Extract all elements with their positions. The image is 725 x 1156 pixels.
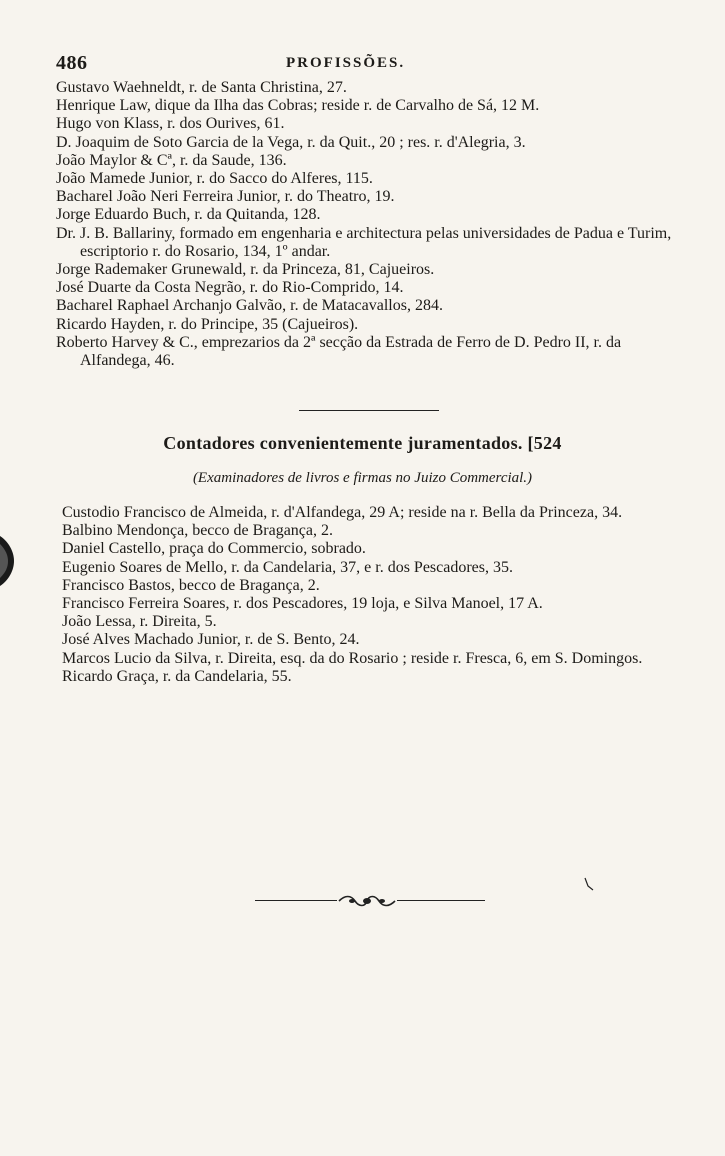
directory-entry: Hugo von Klass, r. dos Ourives, 61. [56, 115, 285, 133]
directory-entry: Ricardo Hayden, r. do Principe, 35 (Cajueiros). [56, 315, 359, 333]
stray-pen-mark [583, 876, 595, 892]
directory-entry: Bacharel Raphael Archanjo Galvão, r. de Matacavallos, 284. [56, 297, 443, 315]
ornament-line-left [255, 900, 337, 901]
page-number: 486 [56, 52, 88, 74]
directory-entry: Bacharel João Neri Ferreira Junior, r. do Theatro, 19. [56, 188, 395, 206]
directory-entry: Francisco Ferreira Soares, r. dos Pescadores, 19 loja, e Silva Manoel, 17 A. [62, 595, 543, 613]
directory-entry: João Maylor & Cª, r. da Saude, 136. [56, 151, 287, 169]
directory-entry: Jorge Rademaker Grunewald, r. da Princeza, 81, Cajueiros. [56, 261, 435, 279]
directory-entry: D. Joaquim de Soto Garcia de la Vega, r. da Quit., 20 ; res. r. d'Alegria, 3. [56, 133, 526, 151]
directory-entry: Ricardo Graça, r. da Candelaria, 55. [62, 667, 292, 685]
ornamental-divider [255, 894, 485, 908]
directory-entry: José Duarte da Costa Negrão, r. do Rio-Comprido, 14. [56, 279, 404, 297]
directory-list-b [62, 504, 684, 686]
directory-entry: João Mamede Junior, r. do Sacco do Alferes, 115. [56, 170, 373, 188]
directory-entry: Marcos Lucio da Silva, r. Direita, esq. da do Rosario ; reside r. Fresca, 6, em S. Domingos. [62, 649, 643, 667]
ornament-line-right [397, 900, 485, 901]
directory-entry: Roberto Harvey & C., emprezarios da 2ª secção da Estrada de Ferro de D. Pedro II, r. da Alfandega, 46. [56, 333, 622, 370]
directory-entry: João Lessa, r. Direita, 5. [62, 613, 217, 631]
directory-entry: Eugenio Soares de Mello, r. da Candelaria, 37, e r. dos Pescadores, 35. [62, 558, 513, 576]
directory-entry: Daniel Castello, praça do Commercio, sobrado. [62, 540, 366, 558]
directory-entry: Dr. J. B. Ballariny, formado em engenharia e architectura pelas universidades de Padua e Turim, escriptorio r. do Rosario, 134, 1º andar. [56, 224, 672, 260]
directory-list-a [56, 79, 681, 370]
ornament-flourish [337, 894, 397, 908]
section-subtitle: (Examinadores de livros e firmas no Juizo Commercial.) [192, 470, 533, 486]
directory-entry: Gustavo Waehneldt, r. de Santa Christina, 27. [56, 79, 347, 96]
directory-entry: Francisco Bastos, becco de Bragança, 2. [62, 576, 320, 594]
directory-entry: Jorge Eduardo Buch, r. da Quitanda, 128. [56, 206, 321, 224]
directory-entry: Balbino Mendonça, becco de Bragança, 2. [62, 522, 334, 540]
directory-entry: Henrique Law, dique da Ilha das Cobras; reside r. de Carvalho de Sá, 12 M. [56, 97, 540, 115]
directory-entry: Custodio Francisco de Almeida, r. d'Alfandega, 29 A; reside na r. Bella da Princeza, 34. [62, 504, 623, 521]
running-title: PROFISSÕES. [286, 55, 406, 71]
directory-entry: José Alves Machado Junior, r. de S. Bento, 24. [62, 631, 360, 649]
section-title: Contadores convenientemente juramentados. [524 [163, 433, 562, 453]
binding-shadow-mark [0, 532, 20, 590]
section-divider-rule [299, 410, 439, 411]
page-header [56, 52, 681, 76]
